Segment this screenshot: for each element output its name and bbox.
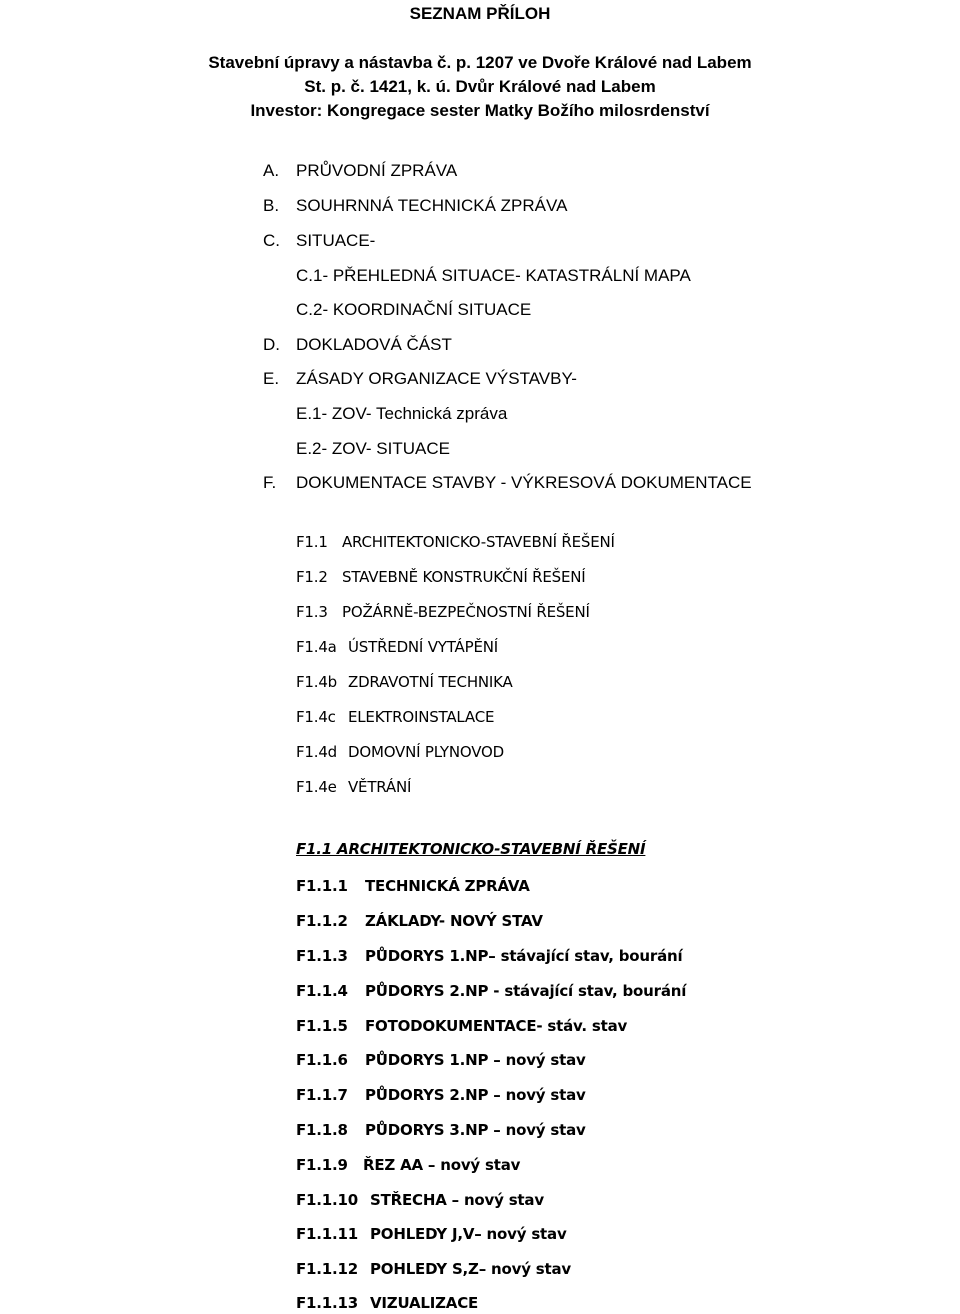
item-code: F1.1.11 [296, 1225, 358, 1243]
item-code: F1.1.13 [296, 1294, 358, 1312]
item-code: F1.1 [296, 533, 328, 551]
item-label: POHLEDY J,V– nový stav [370, 1225, 567, 1243]
item-label: DOMOVNÍ PLYNOVOD [348, 743, 505, 761]
item-label: ARCHITEKTONICKO-STAVEBNÍ ŘEŠENÍ [342, 533, 615, 551]
item-label: PŮDORYS 2.NP – nový stav [365, 1086, 586, 1104]
item-code: D. [263, 335, 280, 354]
item-label: STŘECHA – nový stav [370, 1191, 544, 1209]
item-label: ŘEZ AA – nový stav [363, 1156, 521, 1174]
item-label: E.2- ZOV- SITUACE [296, 439, 450, 458]
item-code: F1.1.4 [296, 982, 348, 1000]
item-label: VĚTRÁNÍ [348, 778, 412, 796]
item-label: STAVEBNĚ KONSTRUKČNÍ ŘEŠENÍ [342, 568, 586, 586]
item-code: B. [263, 196, 280, 215]
item-label: SITUACE- [296, 231, 376, 250]
item-code: F1.1.10 [296, 1191, 358, 1209]
item-label: ZÁSADY ORGANIZACE VÝSTAVBY- [296, 369, 577, 388]
item-code: F1.4c [296, 708, 336, 726]
item-label: C.2- KOORDINAČNÍ SITUACE [296, 300, 532, 319]
item-label: POŽÁRNĚ-BEZPEČNOSTNÍ ŘEŠENÍ [342, 603, 590, 621]
item-code: F1.1.2 [296, 912, 348, 930]
item-code: F1.1.5 [296, 1017, 348, 1035]
item-label: SOUHRNNÁ TECHNICKÁ ZPRÁVA [296, 196, 568, 215]
item-label: PŮDORYS 1.NP– stávající stav, bourání [365, 947, 683, 965]
page-title: SEZNAM PŘÍLOH [409, 4, 551, 23]
item-code: E. [263, 369, 280, 388]
item-code: F1.1.1 [296, 877, 348, 895]
section-heading: F1.1 ARCHITEKTONICKO-STAVEBNÍ ŘEŠENÍ [296, 840, 646, 858]
item-code: F1.2 [296, 568, 328, 586]
item-code: F1.1.3 [296, 947, 348, 965]
item-label: TECHNICKÁ ZPRÁVA [365, 877, 530, 895]
project-name: Stavební úpravy a nástavba č. p. 1207 ve Dvoře Králové nad Labem [208, 53, 752, 72]
item-code: F. [263, 473, 277, 492]
item-label: POHLEDY S,Z– nový stav [370, 1260, 572, 1278]
item-label: FOTODOKUMENTACE- stáv. stav [365, 1017, 628, 1035]
item-code: F1.1.6 [296, 1051, 348, 1069]
item-label: DOKLADOVÁ ČÁST [296, 335, 452, 354]
item-label: E.1- ZOV- Technická zpráva [296, 404, 508, 423]
item-code: F1.1.12 [296, 1260, 358, 1278]
item-code: F1.4a [296, 638, 337, 656]
item-label: C.1- PŘEHLEDNÁ SITUACE- KATASTRÁLNÍ MAPA [296, 266, 691, 285]
item-code: F1.4b [296, 673, 338, 691]
item-code: F1.1.9 [296, 1156, 348, 1174]
item-label: DOKUMENTACE STAVBY - VÝKRESOVÁ DOKUMENTACE [296, 473, 752, 492]
item-code: F1.1.8 [296, 1121, 348, 1139]
investor-info: Investor: Kongregace sester Matky Božího milosrdenství [250, 101, 710, 120]
item-label: ÚSTŘEDNÍ VYTÁPĚNÍ [348, 638, 498, 656]
item-label: VIZUALIZACE [370, 1294, 479, 1312]
item-label: ZÁKLADY- NOVÝ STAV [365, 912, 543, 930]
item-label: ZDRAVOTNÍ TECHNIKA [348, 673, 513, 691]
item-label: ELEKTROINSTALACE [348, 708, 495, 726]
item-label: PŮDORYS 3.NP – nový stav [365, 1121, 586, 1139]
item-code: F1.1.7 [296, 1086, 348, 1104]
parcel-info: St. p. č. 1421, k. ú. Dvůr Králové nad Labem [304, 77, 656, 96]
item-code: F1.4e [296, 778, 337, 796]
item-label: PŮDORYS 2.NP - stávající stav, bourání [365, 982, 687, 1000]
item-label: PŮDORYS 1.NP – nový stav [365, 1051, 586, 1069]
item-code: F1.4d [296, 743, 338, 761]
item-code: A. [263, 161, 280, 180]
item-code: F1.3 [296, 603, 328, 621]
item-label: PRŮVODNÍ ZPRÁVA [296, 161, 458, 180]
item-code: C. [263, 231, 280, 250]
